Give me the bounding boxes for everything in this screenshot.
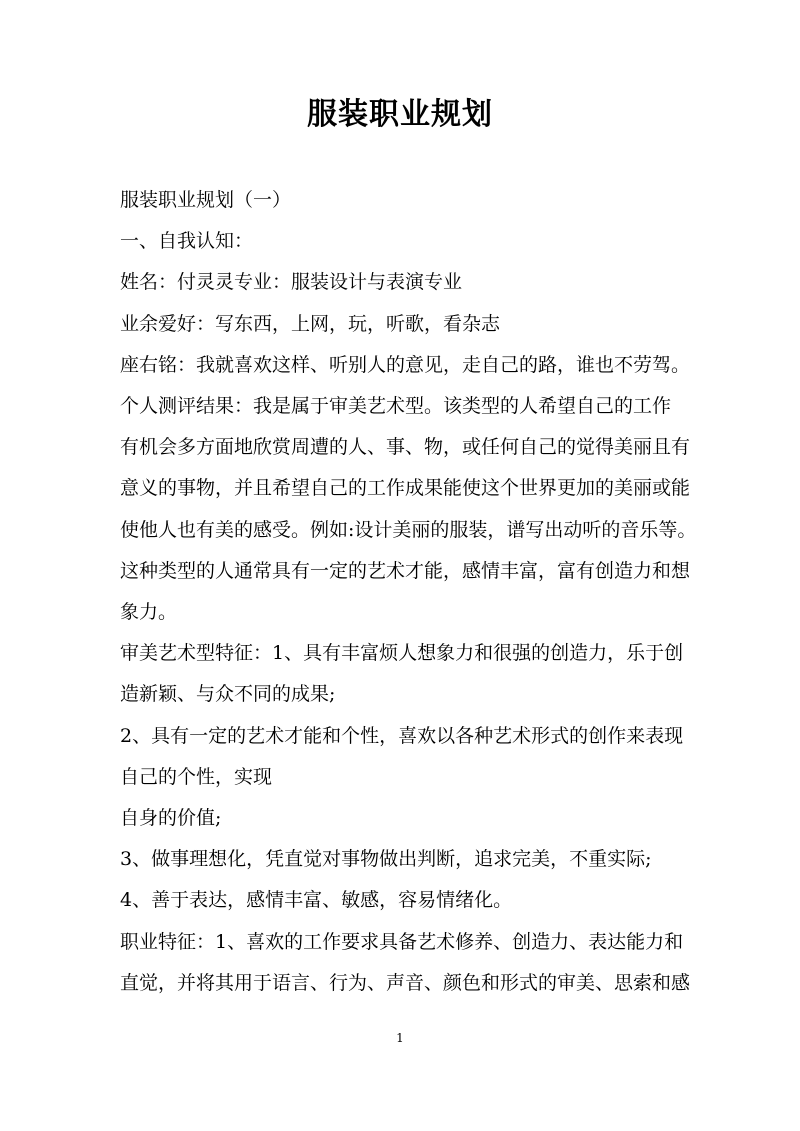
text-line: 审美艺术型特征：1、具有丰富烦人想象力和很强的创造力，乐于创 (120, 642, 684, 665)
text-line: 座右铭：我就喜欢这样、听别人的意见，走自己的路，谁也不劳驾。 (120, 353, 691, 376)
text-line: 自身的价值; (120, 807, 222, 830)
text-line: 4、善于表达，感情丰富、敏感，容易情绪化。 (120, 889, 513, 912)
document-title: 服装职业规划 (307, 97, 493, 132)
text-line: 2、具有一定的艺术才能和个性，喜欢以各种艺术形式的创作来表现 (120, 724, 684, 747)
text-line: 服装职业规划（一） (120, 189, 292, 211)
text-line: 使他人也有美的感受。例如:设计美丽的服装，谱写出动听的音乐等。 (120, 518, 697, 541)
text-line: 直觉，并将其用于语言、行为、声音、颜色和形式的审美、思索和感 (120, 971, 691, 994)
text-line: 姓名：付灵灵专业：服装设计与表演专业 (120, 271, 463, 294)
text-line: 有机会多方面地欣赏周遭的人、事、物，或任何自己的觉得美丽且有 (120, 436, 691, 459)
text-line: 职业特征：1、喜欢的工作要求具备艺术修养、创造力、表达能力和 (120, 930, 684, 953)
text-line: 3、做事理想化，凭直觉对事物做出判断，追求完美，不重实际; (120, 848, 652, 871)
text-line: 这种类型的人通常具有一定的艺术才能，感情丰富，富有创造力和想 (120, 559, 691, 582)
text-line: 造新颖、与众不同的成果; (120, 683, 336, 706)
text-line: 象力。 (120, 601, 178, 624)
page-number: 1 (396, 1031, 404, 1045)
text-line: 自己的个性，实现 (120, 765, 273, 788)
document-body (120, 180, 697, 1004)
text-line: 业余爱好：写东西，上网，玩，听歌，看杂志 (120, 312, 501, 335)
text-line: 意义的事物，并且希望自己的工作成果能使这个世界更加的美丽或能 (120, 477, 691, 500)
text-line: 个人测评结果：我是属于审美艺术型。该类型的人希望自己的工作 (120, 395, 672, 418)
text-line: 一、自我认知： (120, 230, 254, 253)
